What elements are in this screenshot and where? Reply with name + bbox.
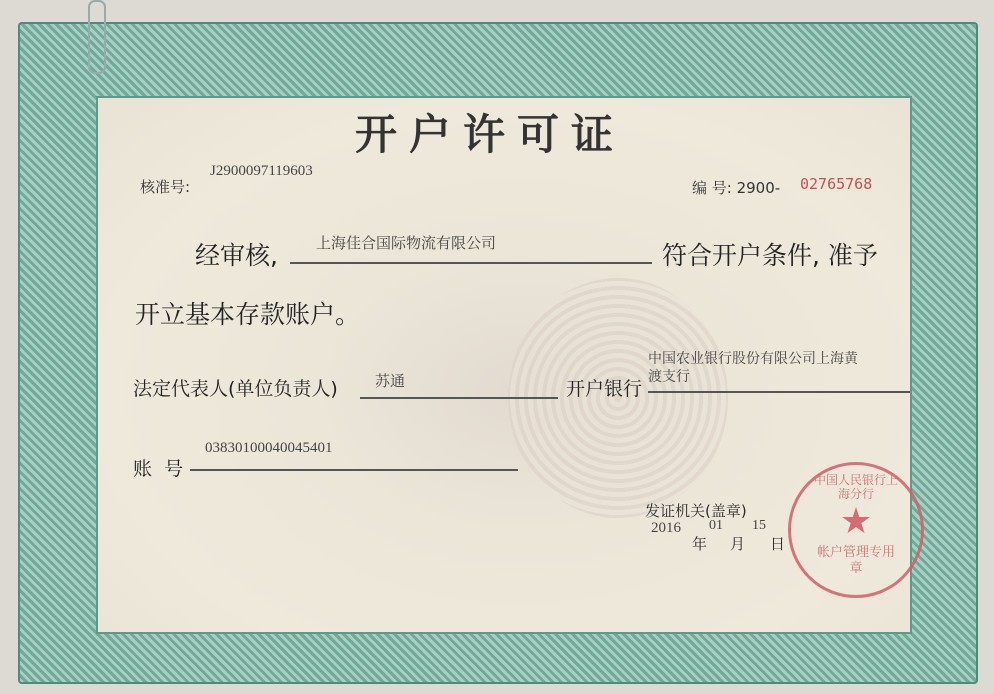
serial-no-label: 编 号: 2900-	[692, 179, 781, 197]
legal-rep-underline	[360, 397, 558, 399]
bank-underline	[648, 391, 910, 393]
issue-month: 01	[709, 518, 723, 533]
day-label: 日	[770, 535, 786, 553]
statement-prefix: 经审核,	[195, 241, 278, 270]
paper-clip	[88, 0, 106, 74]
account-underline	[190, 469, 518, 471]
issue-year: 2016	[651, 520, 681, 536]
bank-label: 开户银行	[566, 378, 643, 400]
statement-suffix: 符合开户条件, 准予	[662, 241, 878, 270]
star-icon: ★	[839, 501, 873, 542]
legal-rep-label: 法定代表人(单位负责人)	[133, 378, 338, 400]
certificate-title: 开户许可证	[355, 110, 626, 159]
bank-value-line2: 渡支行	[648, 370, 690, 385]
issue-day: 15	[752, 518, 766, 533]
seal-bottom-text: 帐户管理专用章	[816, 545, 895, 576]
approval-no-label: 核准号:	[140, 178, 191, 196]
account-value: 03830100040045401	[205, 440, 333, 456]
month-label: 月	[730, 535, 746, 553]
issuer-label: 发证机关(盖章)	[645, 502, 747, 520]
serial-no-value: 02765768	[800, 175, 873, 193]
year-label: 年	[692, 535, 708, 553]
official-seal	[788, 462, 924, 598]
statement-line2: 开立基本存款账户。	[135, 300, 361, 329]
account-label: 账 号	[133, 458, 184, 480]
bank-value-line1: 中国农业银行股份有限公司上海黄	[648, 352, 858, 367]
seal-top-text: 中国人民银行上海分行	[813, 473, 898, 501]
company-underline	[290, 262, 652, 264]
approval-no-value: J2900097119603	[210, 163, 313, 179]
company-name: 上海佳合国际物流有限公司	[316, 236, 497, 252]
legal-rep-value: 苏通	[375, 374, 406, 390]
